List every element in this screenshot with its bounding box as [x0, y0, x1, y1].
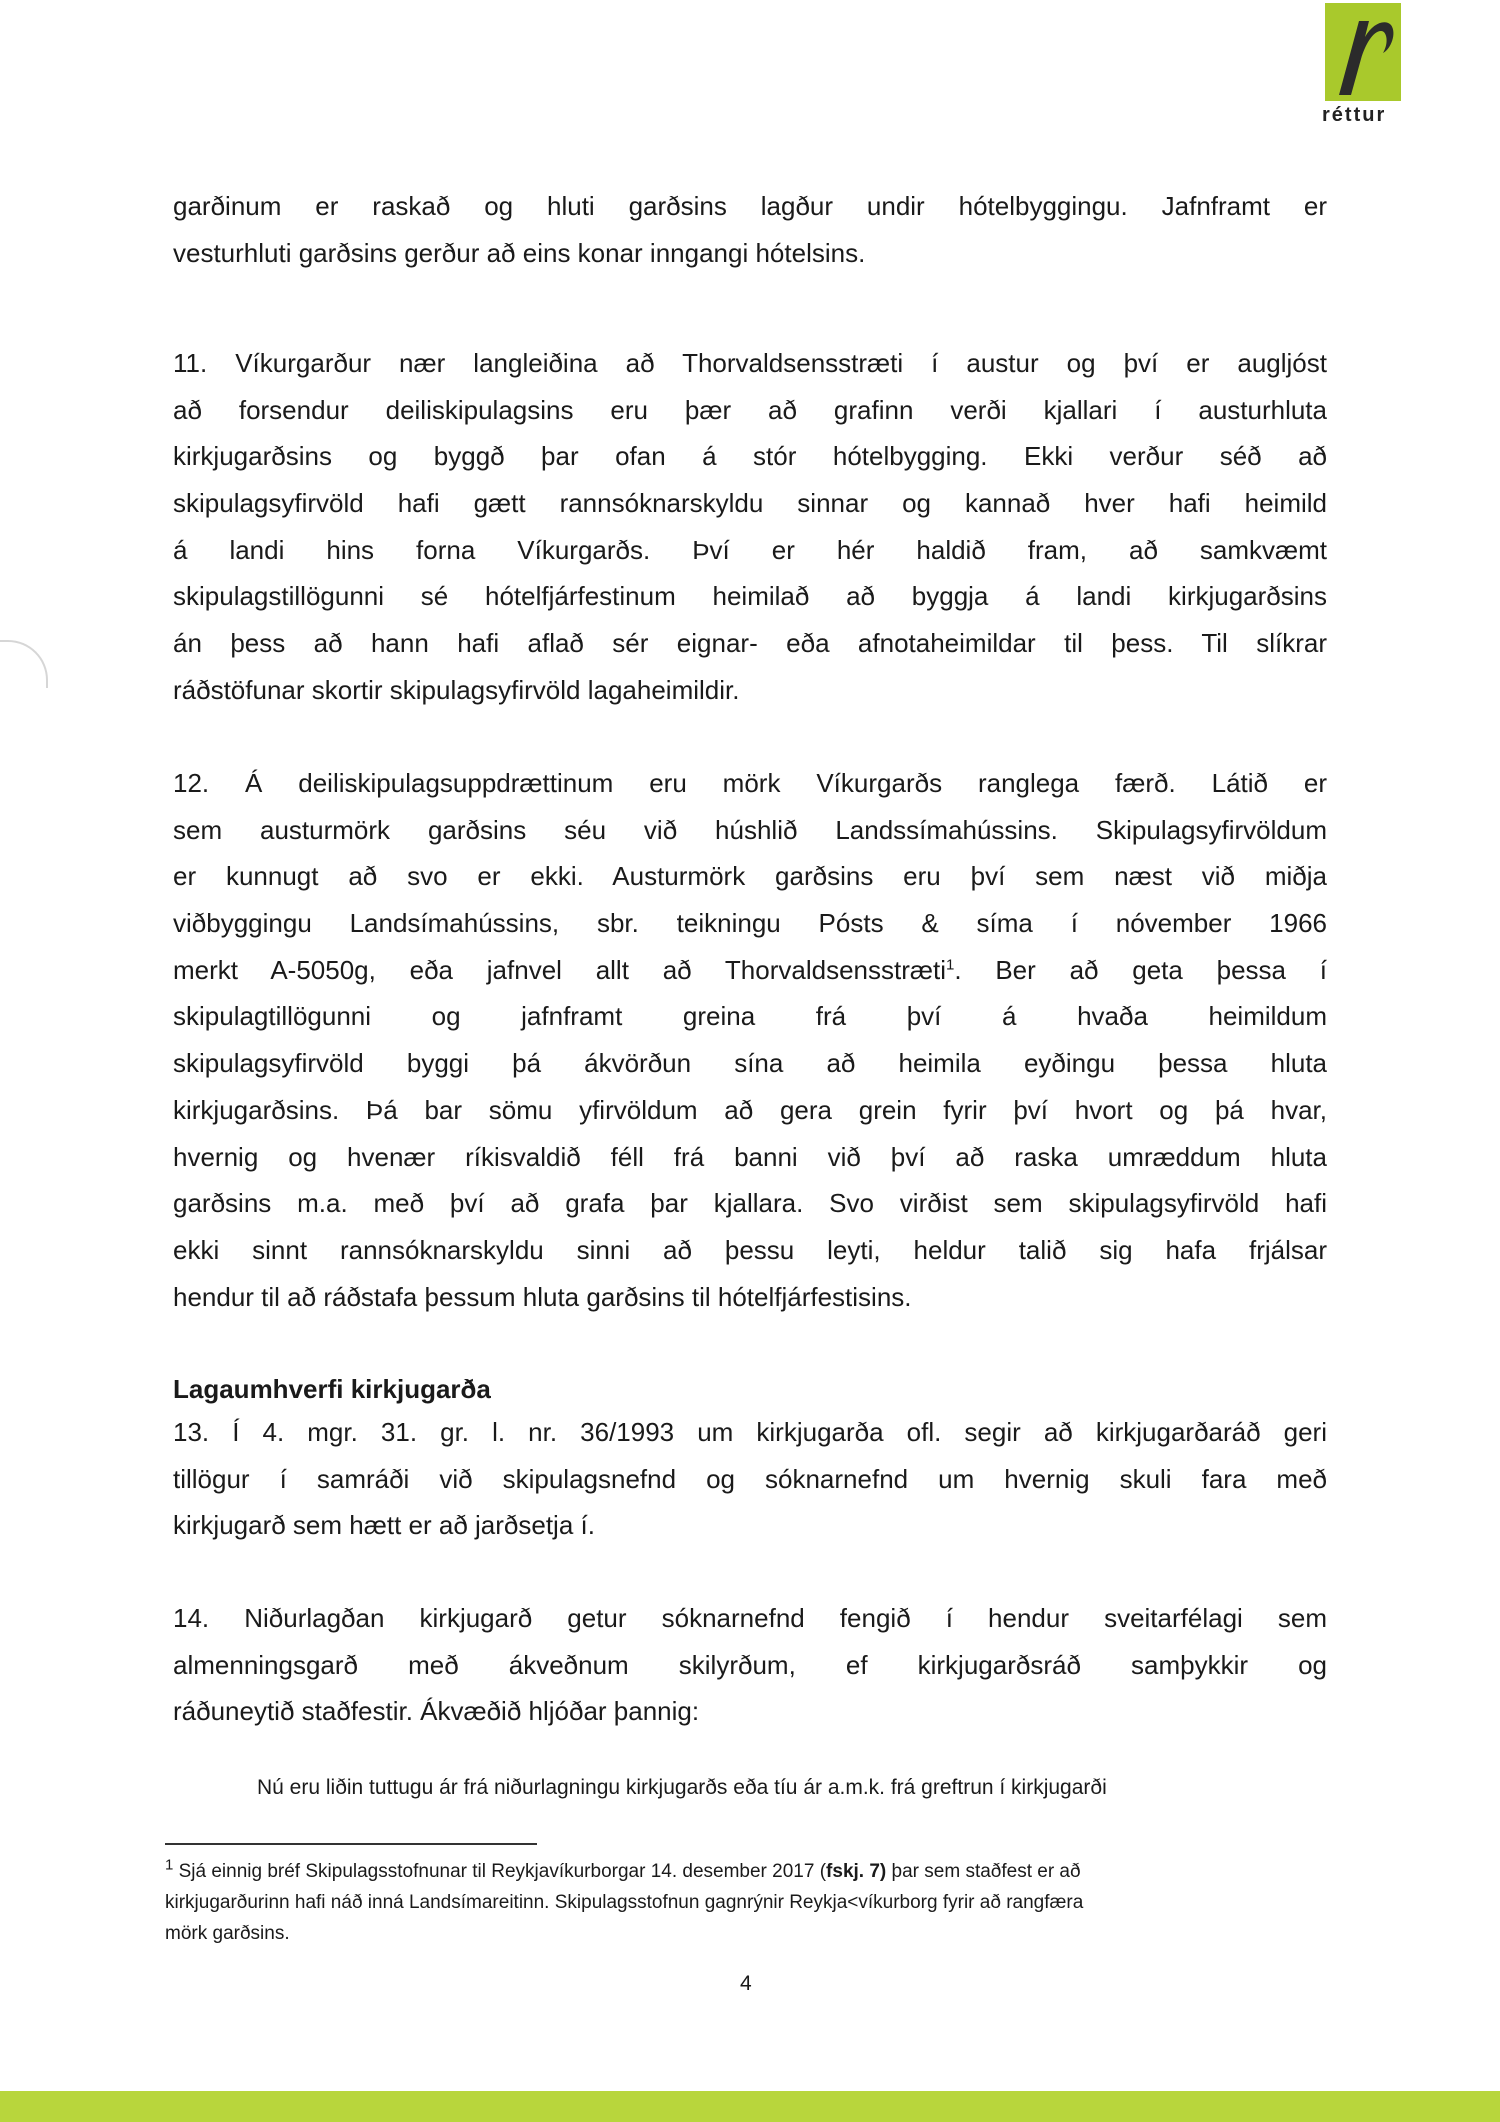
text-line — [173, 900, 1327, 947]
text-line — [173, 1227, 1327, 1274]
text-line-content: . Ber að geta þessa í — [954, 954, 1327, 985]
page-number: 4 — [740, 1972, 752, 1995]
text-line — [173, 1595, 1327, 1642]
text-line-content: ekki sinnt rannsóknarskyldu sinni að þessu leyti, heldur talið sig hafa frjálsar — [173, 1234, 1327, 1265]
text-line-content: ráðstöfunar skortir skipulagsyfirvöld lagaheimildir. — [173, 674, 740, 705]
footer-brand-bar — [0, 2091, 1500, 2122]
text-line — [173, 853, 1327, 900]
text-line-content: 11. Víkurgarður nær langleiðina að Thorvaldsensstræti í austur og því er augljóst — [173, 348, 1327, 378]
text-line-content: tillögur í samráði við skipulagsnefnd og sóknarnefnd um hvernig skuli fara með — [173, 1463, 1327, 1494]
text-line — [173, 183, 1327, 230]
text-line-content: vesturhluti garðsins gerður að eins konar inngangi hótelsins. — [173, 237, 866, 268]
footnote-mark: 1 — [165, 1856, 174, 1874]
text-line — [173, 667, 1327, 714]
rettur-logo — [1325, 3, 1401, 101]
text-line-content: almenningsgarð með ákveðnum skilyrðum, ef kirkjugarðsráð samþykkir og — [173, 1649, 1327, 1680]
text-line — [173, 1274, 1327, 1321]
text-line-content: kirkjugarðsins og byggð þar ofan á stór hótelbygging. Ekki verður séð að — [173, 441, 1327, 472]
text-line — [173, 1456, 1327, 1503]
text-line-content: skipulagsyfirvöld byggi þá ákvörðun sína að heimila eyðingu þessa hluta — [173, 1048, 1327, 1079]
text-line-content: 12. Á deiliskipulagsuppdrættinum eru mörk Víkurgarðs ranglega færð. Látið er — [173, 768, 1327, 798]
paragraph-intro — [173, 183, 1327, 276]
text-line — [173, 573, 1327, 620]
text-line-content: á landi hins forna Víkurgarðs. Því er hér haldið fram, að samkvæmt — [173, 534, 1327, 565]
text-line-content: 14. Niðurlagðan kirkjugarð getur sóknarnefnd fengið í hendur sveitarfélagi sem — [173, 1603, 1327, 1633]
text-line — [173, 993, 1327, 1040]
footnote-attachment-ref: fskj. 7) — [826, 1861, 887, 1882]
text-line — [173, 1688, 1327, 1735]
text-line — [173, 807, 1327, 854]
text-line — [173, 433, 1327, 480]
text-line-content: skipulagsyfirvöld hafi gætt rannsóknarskyldu sinnar og kannað hver hafi heimild — [173, 488, 1327, 519]
footnote-text: Sjá einnig bréf Skipulagsstofnunar til Reykjavíkurborgar 14. desember 2017 ( — [173, 1861, 827, 1882]
text-line — [173, 480, 1327, 527]
text-line — [173, 1642, 1327, 1689]
footnote-separator — [165, 1843, 537, 1845]
text-line — [173, 1134, 1327, 1181]
text-line — [173, 1409, 1327, 1456]
block-quote: Nú eru liðin tuttugu ár frá niðurlagningu kirkjugarðs eða tíu ár a.m.k. frá greftrun í kirkjugarði — [257, 1776, 1107, 1799]
text-line-content: skipulagstillögunni sé hótelfjárfestinum heimilað að byggja á landi kirkjugarðsins — [173, 581, 1327, 612]
footnote-text: þar sem staðfest er að — [886, 1861, 1081, 1882]
text-line-content: 13. Í 4. mgr. 31. gr. l. nr. 36/1993 um kirkjugarða ofl. segir að kirkjugarðaráð geri — [173, 1417, 1327, 1447]
text-line — [173, 760, 1327, 807]
text-line-content: viðbyggingu Landsímahússins, sbr. teikningu Pósts & síma í nóvember 1966 — [173, 908, 1327, 939]
text-line — [173, 1040, 1327, 1087]
text-line — [173, 620, 1327, 667]
text-line-content: án þess að hann hafi aflað sér eignar- eða afnotaheimildar til þess. Til slíkrar — [173, 628, 1327, 659]
section-heading: Lagaumhverfi kirkjugarða — [173, 1374, 491, 1404]
footnote-text: kirkjugarðurinn hafi náð inná Landsímareitinn. Skipulagsstofnun gagnrýnir Reykja<víkurborg fyrir að rangfæra — [165, 1892, 1084, 1913]
text-line-content: skipulagtillögunni og jafnframt greina frá því á hvaða heimildum — [173, 1001, 1327, 1032]
footnote-text: mörk garðsins. — [165, 1923, 290, 1944]
text-line — [173, 1180, 1327, 1227]
paragraph-11 — [173, 340, 1327, 714]
text-line-content: merkt A-5050g, eða jafnvel allt að Thorvaldsensstræti — [173, 954, 946, 985]
footnote-reference[interactable]: 1 — [946, 956, 955, 974]
text-line — [173, 947, 1327, 994]
text-line-content: hvernig og hvenær ríkisvaldið féll frá banni við því að raska umræddum hluta — [173, 1141, 1327, 1172]
paragraph-12 — [173, 760, 1327, 1320]
text-line-content: er kunnugt að svo er ekki. Austurmörk garðsins eru því sem næst við miðja — [173, 861, 1327, 892]
scan-margin-mark — [0, 640, 48, 688]
logo-text: réttur — [1322, 104, 1387, 126]
text-line-content: kirkjugarðsins. Þá bar sömu yfirvöldum að gera grein fyrir því hvort og þá hvar, — [173, 1094, 1327, 1125]
logo-r-glyph — [1325, 3, 1401, 101]
text-line-content: garðsins m.a. með því að grafa þar kjallara. Svo virðist sem skipulagsyfirvöld hafi — [173, 1188, 1327, 1219]
footnote — [165, 1856, 1305, 1949]
text-line-content: garðinum er raskað og hluti garðsins lagður undir hótelbyggingu. Jafnframt er — [173, 191, 1327, 221]
text-line-content: hendur til að ráðstafa þessum hluta garðsins til hótelfjárfestisins. — [173, 1281, 912, 1312]
text-line — [173, 527, 1327, 574]
text-line — [173, 230, 1327, 277]
text-line — [173, 340, 1327, 387]
text-line-content: að forsendur deiliskipulagsins eru þær að grafinn verði kjallari í austurhluta — [173, 394, 1327, 425]
paragraph-14 — [173, 1595, 1327, 1735]
text-line — [173, 387, 1327, 434]
text-line — [173, 1502, 1327, 1549]
paragraph-13 — [173, 1409, 1327, 1549]
text-line-content: kirkjugarð sem hætt er að jarðsetja í. — [173, 1510, 595, 1541]
text-line — [173, 1087, 1327, 1134]
text-line-content: sem austurmörk garðsins séu við húshlið Landssímahússins. Skipulagsyfirvöldum — [173, 814, 1327, 845]
text-line-content: ráðuneytið staðfestir. Ákvæðið hljóðar þannig: — [173, 1696, 700, 1727]
